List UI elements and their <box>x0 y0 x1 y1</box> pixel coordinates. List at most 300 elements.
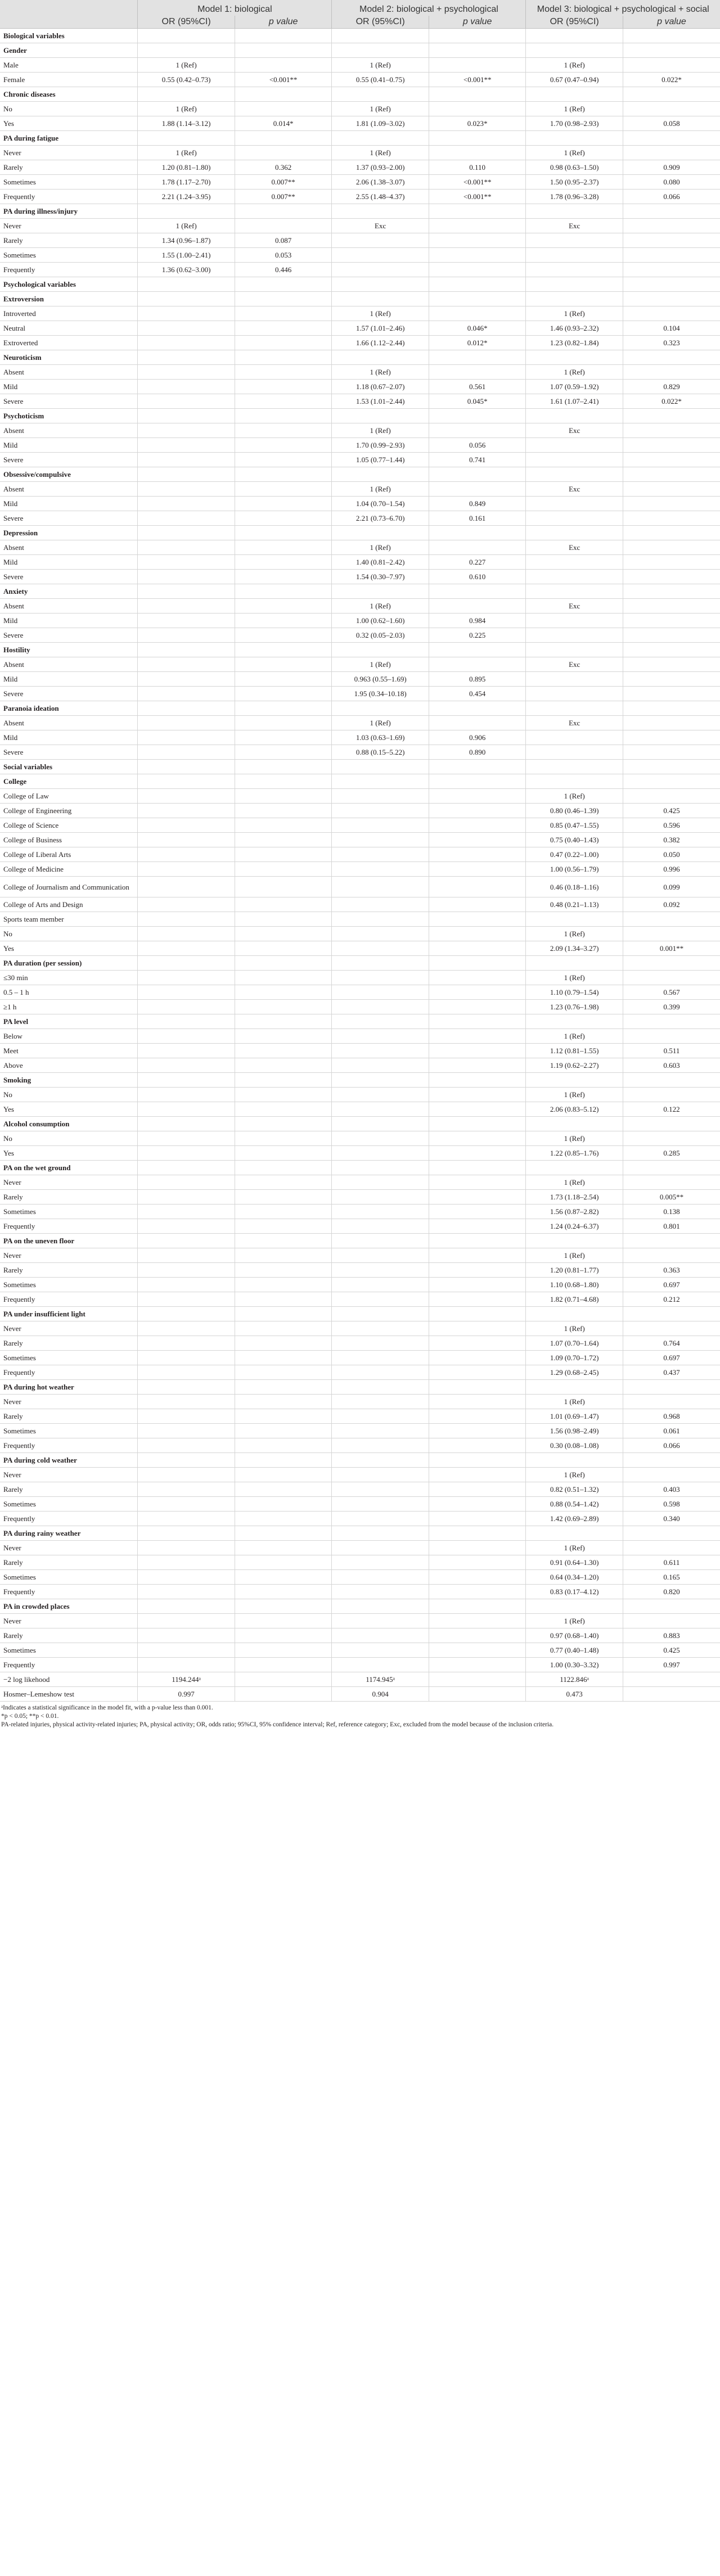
row-label: Sometimes <box>0 1497 138 1512</box>
p-value-cell <box>623 87 720 102</box>
row-label: Male <box>0 58 138 73</box>
p-value-cell <box>429 657 526 672</box>
p-value-cell: 0.909 <box>623 160 720 175</box>
p-value-cell <box>235 927 332 941</box>
or-ci-cell: 1.12 (0.81–1.55) <box>526 1044 623 1058</box>
or-ci-cell <box>332 1585 429 1599</box>
table-row <box>0 818 720 833</box>
or-ci-cell <box>332 1321 429 1336</box>
or-ci-cell <box>332 409 429 423</box>
or-ci-cell <box>138 497 235 511</box>
row-label: Chronic diseases <box>0 87 138 102</box>
p-value-cell <box>623 912 720 927</box>
p-value-cell <box>235 497 332 511</box>
or-ci-cell <box>332 1014 429 1029</box>
p-value-cell <box>429 1292 526 1307</box>
or-ci-cell <box>138 716 235 730</box>
table-row <box>0 321 720 336</box>
table-row <box>0 1643 720 1658</box>
p-value-cell <box>235 380 332 394</box>
or-ci-cell <box>332 1599 429 1614</box>
or-ci-cell: 0.83 (0.17–4.12) <box>526 1585 623 1599</box>
or-ci-cell <box>526 292 623 306</box>
p-value-cell <box>623 1088 720 1102</box>
p-value-cell: 0.610 <box>429 570 526 584</box>
or-ci-cell: 0.473 <box>526 1687 623 1702</box>
row-label: Mild <box>0 497 138 511</box>
table-row <box>0 1438 720 1453</box>
table-row <box>0 58 720 73</box>
or-ci-cell <box>138 628 235 643</box>
or-ci-cell <box>332 233 429 248</box>
or-ci-cell <box>332 350 429 365</box>
model-2-header: Model 2: biological + psychological <box>332 0 526 16</box>
row-label: Rarely <box>0 1482 138 1497</box>
or-ci-cell <box>138 1117 235 1131</box>
p-value-cell <box>235 1278 332 1292</box>
or-ci-cell: 1 (Ref) <box>332 58 429 73</box>
table-row <box>0 789 720 804</box>
row-label: Extroverted <box>0 336 138 350</box>
p-value-cell <box>429 1146 526 1161</box>
table-row <box>0 453 720 467</box>
p-value-cell <box>235 1672 332 1687</box>
p-value-cell: 0.023* <box>429 116 526 131</box>
p-value-cell: 0.890 <box>429 745 526 760</box>
or-ci-cell <box>138 336 235 350</box>
or-ci-cell: Exc <box>526 599 623 613</box>
p-value-cell <box>429 1000 526 1014</box>
p-value-cell <box>235 131 332 146</box>
p-value-cell <box>235 526 332 540</box>
p-value-cell: 0.022* <box>623 394 720 409</box>
p-value-cell <box>429 1351 526 1365</box>
table-row <box>0 190 720 204</box>
table-row <box>0 1248 720 1263</box>
p-value-cell: 0.997 <box>623 1658 720 1672</box>
row-label: PA during cold weather <box>0 1453 138 1468</box>
section-header-row <box>0 409 720 423</box>
row-label: Never <box>0 1175 138 1190</box>
p-value-cell <box>235 1614 332 1628</box>
p-value-cell: <0.001** <box>429 73 526 87</box>
or-ci-cell <box>332 1570 429 1585</box>
p-value-cell <box>623 1453 720 1468</box>
section-header-row <box>0 774 720 789</box>
table-row <box>0 985 720 1000</box>
p-value-cell <box>429 1453 526 1468</box>
table-row <box>0 657 720 672</box>
or-ci-cell <box>332 1336 429 1351</box>
row-label: College of Journalism and Communication <box>0 877 138 897</box>
table-row <box>0 599 720 613</box>
or-ci-cell <box>332 1482 429 1497</box>
or-ci-cell <box>332 1526 429 1541</box>
p-value-cell <box>623 1614 720 1628</box>
or-ci-cell: 1 (Ref) <box>332 306 429 321</box>
table-row <box>0 1292 720 1307</box>
or-ci-cell <box>526 453 623 467</box>
p-value-cell <box>235 971 332 985</box>
p-value-cell <box>235 687 332 701</box>
table-row <box>0 1263 720 1278</box>
table-row <box>0 1614 720 1628</box>
p-value-cell <box>623 774 720 789</box>
or-ci-cell <box>332 1102 429 1117</box>
or-ci-cell <box>138 350 235 365</box>
or-ci-cell <box>526 643 623 657</box>
p-value-cell <box>235 628 332 643</box>
p-value-cell <box>235 102 332 116</box>
or-ci-cell: 2.06 (0.83–5.12) <box>526 1102 623 1117</box>
or-ci-cell <box>138 292 235 306</box>
p-value-cell <box>235 467 332 482</box>
or-ci-cell <box>138 1643 235 1658</box>
or-ci-cell <box>526 1453 623 1468</box>
or-ci-cell: 0.32 (0.05–2.03) <box>332 628 429 643</box>
row-label: Severe <box>0 745 138 760</box>
p-value-cell <box>429 862 526 877</box>
table-row <box>0 927 720 941</box>
p-value-cell <box>235 877 332 897</box>
p-value-cell: 0.022* <box>623 73 720 87</box>
or-ci-cell: 1.50 (0.95–2.37) <box>526 175 623 190</box>
table-row <box>0 1044 720 1058</box>
p-value-cell <box>429 482 526 497</box>
p-value-cell <box>235 336 332 350</box>
p-value-cell <box>235 43 332 58</box>
row-label: Female <box>0 73 138 87</box>
p-value-cell <box>429 1380 526 1395</box>
table-row <box>0 175 720 190</box>
section-header-row <box>0 277 720 292</box>
p-value-cell <box>235 643 332 657</box>
p-value-cell <box>235 1453 332 1468</box>
p-value-cell <box>623 1687 720 1702</box>
row-label: PA on the uneven floor <box>0 1234 138 1248</box>
or-ci-cell <box>526 409 623 423</box>
p-value-cell <box>623 233 720 248</box>
row-label: College of Law <box>0 789 138 804</box>
or-ci-cell <box>332 701 429 716</box>
p-value-cell <box>623 1131 720 1146</box>
or-ci-cell <box>332 584 429 599</box>
or-ci-cell: 1.88 (1.14–3.12) <box>138 116 235 131</box>
or-ci-cell <box>138 927 235 941</box>
p-value-cell <box>235 774 332 789</box>
p-value-cell: 0.007** <box>235 190 332 204</box>
or-ci-cell <box>332 760 429 774</box>
or-ci-cell: 0.48 (0.21–1.13) <box>526 897 623 912</box>
or-ci-cell <box>332 1643 429 1658</box>
or-ci-cell <box>138 29 235 43</box>
or-ci-cell <box>332 1395 429 1409</box>
or-ci-cell: 0.55 (0.42–0.73) <box>138 73 235 87</box>
or-ci-cell: 1 (Ref) <box>526 1248 623 1263</box>
or-ci-cell: 1 (Ref) <box>138 219 235 233</box>
row-label: Sometimes <box>0 1643 138 1658</box>
or-ci-cell: Exc <box>526 423 623 438</box>
or-ci-cell <box>138 818 235 833</box>
row-label: College of Arts and Design <box>0 897 138 912</box>
p-value-cell <box>235 1131 332 1146</box>
table-row <box>0 1000 720 1014</box>
table-row <box>0 1365 720 1380</box>
section-header-row <box>0 1234 720 1248</box>
row-label: PA on the wet ground <box>0 1161 138 1175</box>
p-value-cell <box>235 730 332 745</box>
p-value-cell: 0.596 <box>623 818 720 833</box>
p-value-cell <box>235 862 332 877</box>
or-ci-cell <box>332 263 429 277</box>
or-ci-cell: 1 (Ref) <box>332 657 429 672</box>
table-row <box>0 833 720 847</box>
or-ci-cell <box>138 453 235 467</box>
or-ci-cell <box>332 1351 429 1365</box>
p-value-cell <box>429 833 526 847</box>
row-label: Frequently <box>0 1219 138 1234</box>
table-row <box>0 862 720 877</box>
p-value-cell <box>623 657 720 672</box>
row-label: Never <box>0 146 138 160</box>
section-header-row <box>0 1073 720 1088</box>
p-value-cell <box>623 248 720 263</box>
row-label: Frequently <box>0 1585 138 1599</box>
or-ci-cell: Exc <box>526 219 623 233</box>
or-ci-cell <box>526 263 623 277</box>
row-label: Rarely <box>0 1628 138 1643</box>
or-ci-cell <box>332 877 429 897</box>
p-value-cell <box>429 1204 526 1219</box>
or-ci-cell <box>138 511 235 526</box>
or-ci-cell: 0.963 (0.55–1.69) <box>332 672 429 687</box>
or-ci-cell: 1.03 (0.63–1.69) <box>332 730 429 745</box>
or-ci-cell <box>526 277 623 292</box>
or-ci-cell: 1.37 (0.93–2.00) <box>332 160 429 175</box>
p-value-cell <box>623 1307 720 1321</box>
p-value-cell <box>235 482 332 497</box>
table-row <box>0 1146 720 1161</box>
or-ci-cell <box>332 1044 429 1058</box>
or-ci-cell <box>332 1658 429 1672</box>
or-ci-cell: 1.95 (0.34–10.18) <box>332 687 429 701</box>
or-ci-cell <box>332 204 429 219</box>
or-ci-cell <box>332 1058 429 1073</box>
or-ci-cell <box>138 1409 235 1424</box>
or-ci-cell <box>332 1365 429 1380</box>
p-value-cell <box>429 760 526 774</box>
section-header-row <box>0 1526 720 1541</box>
or-ci-cell <box>138 745 235 760</box>
p-value-cell: 0.061 <box>623 1424 720 1438</box>
or-ci-cell <box>526 467 623 482</box>
row-label: College of Medicine <box>0 862 138 877</box>
table-row <box>0 628 720 643</box>
or-ci-cell <box>332 1409 429 1424</box>
p-value-cell <box>235 423 332 438</box>
p-value-cell: 0.906 <box>429 730 526 745</box>
or-ci-cell <box>332 1088 429 1102</box>
or-ci-cell <box>332 1204 429 1219</box>
row-label: College of Engineering <box>0 804 138 818</box>
p-value-cell <box>623 292 720 306</box>
row-label: Sometimes <box>0 1278 138 1292</box>
or-ci-cell <box>138 1482 235 1497</box>
or-ci-cell <box>138 277 235 292</box>
section-header-row <box>0 131 720 146</box>
p-value-cell <box>623 219 720 233</box>
or-ci-cell <box>526 613 623 628</box>
p-value-cell <box>429 599 526 613</box>
table-row <box>0 912 720 927</box>
or-ci-cell: 1.78 (1.17–2.70) <box>138 175 235 190</box>
row-label: Sometimes <box>0 1204 138 1219</box>
or-ci-cell <box>332 1614 429 1628</box>
or-ci-cell <box>138 482 235 497</box>
or-ci-cell <box>138 833 235 847</box>
or-ci-cell: 1.66 (1.12–2.44) <box>332 336 429 350</box>
p-value-cell <box>623 263 720 277</box>
p-value-cell <box>235 1219 332 1234</box>
row-label: No <box>0 1131 138 1146</box>
or-ci-cell <box>138 897 235 912</box>
p-value-cell <box>429 29 526 43</box>
or-ci-cell: 1.05 (0.77–1.44) <box>332 453 429 467</box>
or-ci-cell <box>332 1438 429 1453</box>
footnote-significance: *p < 0.05; **p < 0.01. <box>1 1713 59 1720</box>
or-ci-cell <box>526 29 623 43</box>
p-value-cell <box>429 1687 526 1702</box>
or-ci-cell: 0.82 (0.51–1.32) <box>526 1482 623 1497</box>
p-value-cell <box>429 1102 526 1117</box>
table-row <box>0 1482 720 1497</box>
or-ci-cell <box>138 1336 235 1351</box>
row-label: College of Science <box>0 818 138 833</box>
or-ci-cell: 1.07 (0.59–1.92) <box>526 380 623 394</box>
section-header-row <box>0 643 720 657</box>
p-value-cell: 0.764 <box>623 1336 720 1351</box>
p-value-cell: 0.403 <box>623 1482 720 1497</box>
table-row <box>0 233 720 248</box>
table-row <box>0 1628 720 1643</box>
p-value-cell <box>623 29 720 43</box>
p-value-cell <box>235 1482 332 1497</box>
p-value-cell <box>623 971 720 985</box>
p-value-cell <box>235 204 332 219</box>
or-ci-cell: 1 (Ref) <box>526 1468 623 1482</box>
or-ci-cell <box>138 1102 235 1117</box>
or-ci-cell <box>138 467 235 482</box>
model-3-header: Model 3: biological + psychological + social <box>526 0 720 16</box>
p-value-cell <box>235 58 332 73</box>
or-ci-cell <box>332 1234 429 1248</box>
p-value-cell <box>235 613 332 628</box>
table-row <box>0 745 720 760</box>
p-value-cell: 0.996 <box>623 862 720 877</box>
p-value-cell <box>429 292 526 306</box>
p-value-cell <box>429 1643 526 1658</box>
p-value-cell <box>235 570 332 584</box>
row-label: Severe <box>0 628 138 643</box>
row-label: Severe <box>0 511 138 526</box>
p-value-cell <box>623 628 720 643</box>
or-ci-cell <box>138 1146 235 1161</box>
or-ci-cell: 1.20 (0.81–1.77) <box>526 1263 623 1278</box>
or-ci-cell: 1 (Ref) <box>526 146 623 160</box>
p-value-cell: 0.598 <box>623 1497 720 1512</box>
row-label: Sometimes <box>0 1351 138 1365</box>
row-label: Paranoia ideation <box>0 701 138 716</box>
p-value-cell: 0.001** <box>623 941 720 956</box>
p-value-cell: 0.212 <box>623 1292 720 1307</box>
or-ci-cell <box>138 1307 235 1321</box>
p-value-cell: 0.161 <box>429 511 526 526</box>
table-row <box>0 1175 720 1190</box>
p-value-cell <box>429 1014 526 1029</box>
or-ci-cell <box>526 511 623 526</box>
row-label: No <box>0 102 138 116</box>
or-ci-cell: 0.904 <box>332 1687 429 1702</box>
p-value-cell <box>623 497 720 511</box>
row-label: Never <box>0 1248 138 1263</box>
table-row <box>0 1395 720 1409</box>
p-value-cell <box>235 1117 332 1131</box>
p-value-cell: 0.567 <box>623 985 720 1000</box>
or-ci-cell: 1.18 (0.67–2.07) <box>332 380 429 394</box>
or-ci-cell <box>332 1131 429 1146</box>
or-ci-cell: 1 (Ref) <box>526 58 623 73</box>
or-ci-cell <box>332 774 429 789</box>
or-ci-cell <box>138 971 235 985</box>
p-value-cell: 0.446 <box>235 263 332 277</box>
model-1-or-header: OR (95%CI) <box>138 16 235 29</box>
or-ci-cell <box>332 941 429 956</box>
p-value-cell <box>623 613 720 628</box>
p-value-cell <box>235 1424 332 1438</box>
p-value-cell <box>235 1395 332 1409</box>
or-ci-cell: 2.21 (1.24–3.95) <box>138 190 235 204</box>
subheader-blank <box>0 16 138 29</box>
or-ci-cell: 1.61 (1.07–2.41) <box>526 394 623 409</box>
or-ci-cell: 0.77 (0.40–1.48) <box>526 1643 623 1658</box>
or-ci-cell: 0.80 (0.46–1.39) <box>526 804 623 818</box>
p-value-cell <box>235 1380 332 1395</box>
or-ci-cell: Exc <box>526 540 623 555</box>
p-value-cell <box>235 1658 332 1672</box>
or-ci-cell <box>526 584 623 599</box>
p-value-cell <box>235 350 332 365</box>
or-ci-cell <box>138 87 235 102</box>
p-value-cell <box>235 87 332 102</box>
p-value-cell <box>429 1512 526 1526</box>
table-row <box>0 570 720 584</box>
p-value-cell: 0.697 <box>623 1351 720 1365</box>
p-value-cell: 0.603 <box>623 1058 720 1073</box>
p-value-cell: 0.895 <box>429 672 526 687</box>
p-value-cell: 0.050 <box>623 847 720 862</box>
table-row <box>0 1351 720 1365</box>
p-value-cell: 0.005** <box>623 1190 720 1204</box>
row-label: Frequently <box>0 1292 138 1307</box>
p-value-cell: 0.611 <box>623 1555 720 1570</box>
model-3-p-header: p value <box>623 16 720 29</box>
or-ci-cell <box>138 1555 235 1570</box>
p-value-cell <box>429 1088 526 1102</box>
or-ci-cell <box>138 774 235 789</box>
section-header-row <box>0 87 720 102</box>
p-value-cell: 0.820 <box>623 1585 720 1599</box>
table-row <box>0 365 720 380</box>
